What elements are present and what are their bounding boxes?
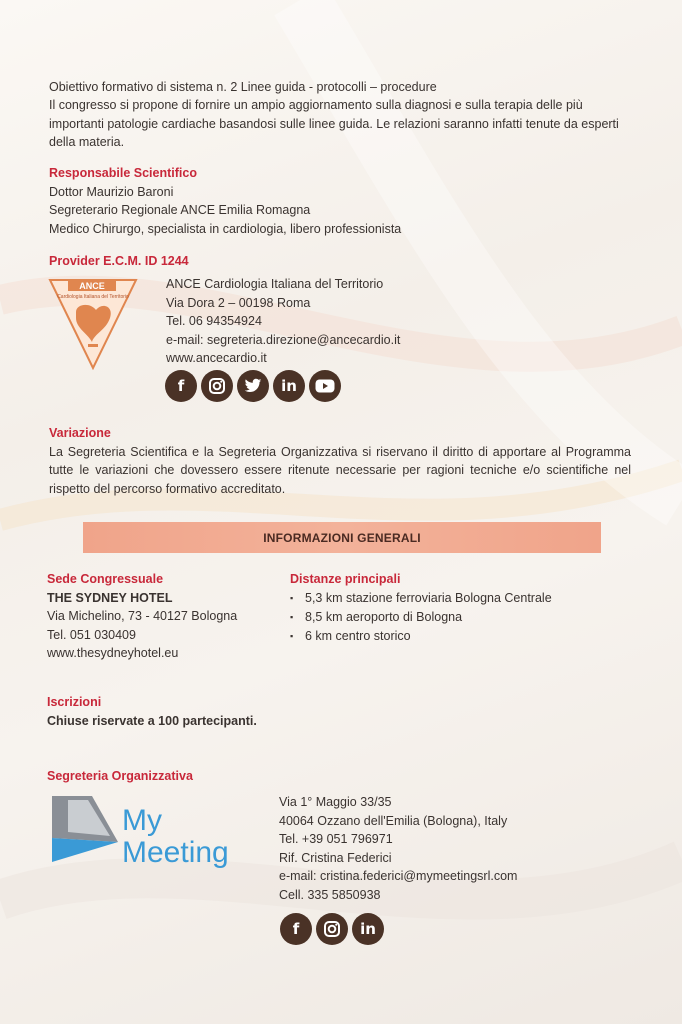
provider-heading: Provider E.C.M. ID 1244 bbox=[49, 254, 189, 268]
intro-objective: Obiettivo formativo di sistema n. 2 Linee guida - protocolli – procedure bbox=[49, 80, 437, 94]
segreteria-social-icons bbox=[280, 913, 384, 945]
sede-phone: Tel. 051 030409 bbox=[47, 627, 136, 642]
twitter-icon[interactable] bbox=[237, 370, 269, 402]
distanze-heading: Distanze principali bbox=[290, 572, 401, 586]
instagram-icon[interactable] bbox=[316, 913, 348, 945]
sede-section bbox=[47, 570, 277, 663]
provider-phone: Tel. 06 94354924 bbox=[166, 314, 262, 329]
linkedin-icon[interactable]: in bbox=[273, 370, 305, 402]
provider-address: Via Dora 2 – 00198 Roma bbox=[166, 295, 311, 310]
variazione-heading: Variazione bbox=[49, 426, 111, 440]
mymeeting-logo-my: My bbox=[122, 804, 162, 837]
list-item: ▪ 6 km centro storico bbox=[290, 627, 610, 646]
list-item: ▪ 8,5 km aeroporto di Bologna bbox=[290, 608, 610, 627]
sede-name: THE SYDNEY HOTEL bbox=[47, 590, 173, 605]
sede-heading: Sede Congressuale bbox=[47, 572, 164, 586]
info-generali-banner: INFORMAZIONI GENERALI bbox=[83, 522, 601, 553]
provider-email[interactable]: e-mail: segreteria.direzione@ancecardio.it bbox=[166, 332, 401, 347]
iscrizioni-heading: Iscrizioni bbox=[47, 695, 102, 709]
ance-logo bbox=[48, 276, 138, 370]
sede-address: Via Michelino, 73 - 40127 Bologna bbox=[47, 609, 238, 624]
ance-logo-title: ANCE bbox=[79, 281, 105, 291]
responsabile-specialty: Medico Chirurgo, specialista in cardiologia, libero professionista bbox=[49, 221, 402, 236]
linkedin-icon[interactable]: in bbox=[352, 913, 384, 945]
mymeeting-logo-meeting: Meeting bbox=[122, 836, 229, 868]
list-item: ▪ 5,3 km stazione ferroviaria Bologna Centrale bbox=[290, 589, 610, 608]
segreteria-phone: Tel. +39 051 796971 bbox=[279, 832, 393, 847]
provider-name: ANCE Cardiologia Italiana del Territorio bbox=[166, 277, 384, 291]
iscrizioni-section bbox=[47, 693, 347, 730]
segreteria-heading: Segreteria Organizzativa bbox=[47, 769, 193, 783]
variazione-section bbox=[49, 424, 631, 498]
responsabile-heading: Responsabile Scientifico bbox=[49, 166, 197, 180]
distanze-list bbox=[290, 589, 610, 646]
provider-info bbox=[166, 275, 466, 368]
segreteria-city: 40064 Ozzano dell'Emilia (Bologna), Italy bbox=[279, 813, 508, 828]
segreteria-contact: Rif. Cristina Federici bbox=[279, 850, 392, 865]
facebook-icon[interactable]: f bbox=[165, 370, 197, 402]
mymeeting-logo bbox=[48, 792, 258, 868]
distanze-section bbox=[290, 570, 610, 646]
variazione-text: La Segreteria Scientifica e la Segreteria Organizzativa si riservano il diritto di apportare al Programma tutte le variazioni che dovessero essere ritenute necessarie per ragioni tecniche e/o scientifiche nel rispetto del percorso formativo accreditato. bbox=[49, 444, 631, 496]
facebook-icon[interactable]: f bbox=[280, 913, 312, 945]
provider-website[interactable]: www.ancecardio.it bbox=[166, 351, 267, 366]
responsabile-section bbox=[49, 164, 639, 238]
provider-social-icons bbox=[165, 370, 341, 402]
sede-website[interactable]: www.thesydneyhotel.eu bbox=[47, 646, 179, 661]
intro-description: Il congresso si propone di fornire un ampio aggiornamento sulla diagnosi e sulla terapia delle più importanti patologie cardiache basandosi sulle linee guida. Le relazioni saranno infatti tenute da esperti della materia. bbox=[49, 98, 619, 150]
instagram-icon[interactable] bbox=[201, 370, 233, 402]
segreteria-address: Via 1° Maggio 33/35 bbox=[279, 795, 392, 809]
segreteria-cell: Cell. 335 5850938 bbox=[279, 887, 381, 902]
segreteria-info bbox=[279, 793, 579, 905]
youtube-icon[interactable] bbox=[309, 370, 341, 402]
ance-logo-subtitle: Cardiologia Italiana del Territorio bbox=[57, 294, 129, 300]
responsabile-role: Segreterario Regionale ANCE Emilia Romagna bbox=[49, 203, 311, 218]
responsabile-name: Dottor Maurizio Baroni bbox=[49, 184, 174, 199]
iscrizioni-text: Chiuse riservate a 100 partecipanti. bbox=[47, 713, 257, 728]
segreteria-email[interactable]: e-mail: cristina.federici@mymeetingsrl.com bbox=[279, 869, 518, 884]
